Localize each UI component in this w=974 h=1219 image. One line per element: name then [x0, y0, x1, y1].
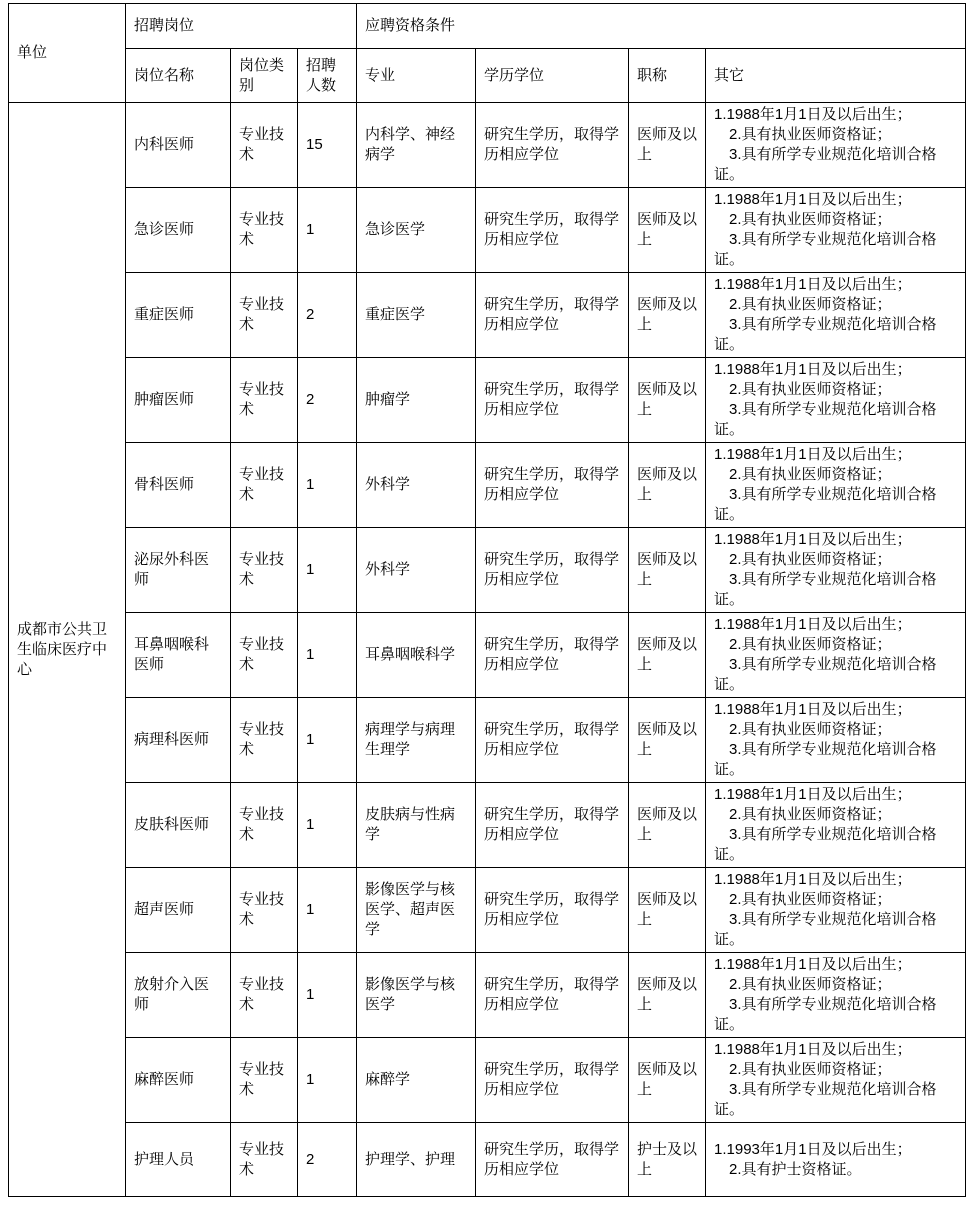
- table-row: [9, 103, 966, 188]
- table-row: [9, 528, 966, 613]
- cell-other: [706, 698, 966, 783]
- cell-major: 皮肤病与性病学: [357, 783, 476, 868]
- cell-title: 医师及以上: [629, 868, 706, 953]
- other-line: 1.1988年1月1日及以后出生；: [714, 786, 912, 803]
- header-education: 学历学位: [476, 49, 629, 103]
- cell-major: 外科学: [357, 443, 476, 528]
- cell-education: 研究生学历，取得学历相应学位: [476, 698, 629, 783]
- other-line: 1.1993年1月1日及以后出生；: [714, 1140, 912, 1158]
- table-row: [9, 443, 966, 528]
- cell-position-name: 骨科医师: [126, 443, 231, 528]
- header-recruit-count: 招聘人数: [298, 49, 357, 103]
- other-line: 1.1988年1月1日及以后出生；: [714, 531, 912, 548]
- cell-major: 内科学、神经病学: [357, 103, 476, 188]
- cell-recruit-count: 2: [298, 1123, 357, 1197]
- table-row: [9, 698, 966, 783]
- cell-education: 研究生学历，取得学历相应学位: [476, 358, 629, 443]
- other-line: 3.具有所学专业规范化培训合格证。: [714, 911, 937, 948]
- other-line: 3.具有所学专业规范化培训合格证。: [714, 146, 937, 183]
- header-title: 职称: [629, 49, 706, 103]
- cell-position-name: 耳鼻咽喉科医师: [126, 613, 231, 698]
- cell-other: [706, 783, 966, 868]
- cell-other: [706, 528, 966, 613]
- cell-position-category: 专业技术: [231, 188, 298, 273]
- cell-title: 医师及以上: [629, 103, 706, 188]
- other-line: 2.具有执业医师资格证；: [729, 381, 892, 398]
- cell-major: 耳鼻咽喉科学: [357, 613, 476, 698]
- cell-other: [706, 358, 966, 443]
- cell-title: 护士及以上: [629, 1123, 706, 1197]
- cell-position-category: 专业技术: [231, 103, 298, 188]
- other-line: 1.1988年1月1日及以后出生；: [714, 871, 912, 888]
- cell-recruit-count: 1: [298, 868, 357, 953]
- cell-title: 医师及以上: [629, 188, 706, 273]
- table-row: [9, 188, 966, 273]
- other-line: 2.具有执业医师资格证；: [729, 211, 892, 228]
- cell-other: [706, 188, 966, 273]
- table-row: [9, 1038, 966, 1123]
- cell-other: [706, 868, 966, 953]
- cell-title: 医师及以上: [629, 613, 706, 698]
- header-other: 其它: [706, 49, 966, 103]
- other-line: 2.具有护士资格证。: [729, 1160, 862, 1178]
- cell-education: 研究生学历，取得学历相应学位: [476, 443, 629, 528]
- header-recruit-group: 招聘岗位: [126, 4, 357, 49]
- other-line: 2.具有执业医师资格证；: [729, 551, 892, 568]
- other-line: 3.具有所学专业规范化培训合格证。: [714, 826, 937, 863]
- cell-education: 研究生学历，取得学历相应学位: [476, 613, 629, 698]
- cell-other: [706, 273, 966, 358]
- cell-education: 研究生学历，取得学历相应学位: [476, 103, 629, 188]
- other-line: 2.具有执业医师资格证；: [729, 891, 892, 908]
- cell-education: 研究生学历，取得学历相应学位: [476, 868, 629, 953]
- cell-title: 医师及以上: [629, 1038, 706, 1123]
- other-line: 1.1988年1月1日及以后出生；: [714, 616, 912, 633]
- cell-major: 护理学、护理: [357, 1123, 476, 1197]
- header-position-name: 岗位名称: [126, 49, 231, 103]
- cell-position-category: 专业技术: [231, 613, 298, 698]
- cell-position-category: 专业技术: [231, 698, 298, 783]
- cell-education: 研究生学历，取得学历相应学位: [476, 953, 629, 1038]
- cell-title: 医师及以上: [629, 273, 706, 358]
- cell-major: 影像医学与核医学、超声医学: [357, 868, 476, 953]
- cell-position-name: 泌尿外科医师: [126, 528, 231, 613]
- cell-position-category: 专业技术: [231, 1123, 298, 1197]
- other-line: 1.1988年1月1日及以后出生；: [714, 956, 912, 973]
- cell-position-name: 麻醉医师: [126, 1038, 231, 1123]
- table-row: [9, 1123, 966, 1197]
- cell-recruit-count: 2: [298, 273, 357, 358]
- header-major: 专业: [357, 49, 476, 103]
- cell-other: [706, 103, 966, 188]
- cell-other: [706, 953, 966, 1038]
- other-line: 3.具有所学专业规范化培训合格证。: [714, 571, 937, 608]
- header-qualification-group: 应聘资格条件: [357, 4, 966, 49]
- cell-major: 急诊医学: [357, 188, 476, 273]
- cell-position-category: 专业技术: [231, 273, 298, 358]
- header-row-groups: [9, 4, 966, 49]
- cell-major: 病理学与病理生理学: [357, 698, 476, 783]
- cell-position-name: 放射介入医师: [126, 953, 231, 1038]
- other-line: 2.具有执业医师资格证；: [729, 126, 892, 143]
- other-line: 3.具有所学专业规范化培训合格证。: [714, 996, 937, 1033]
- table-row: [9, 358, 966, 443]
- other-line: 2.具有执业医师资格证；: [729, 466, 892, 483]
- cell-education: 研究生学历，取得学历相应学位: [476, 783, 629, 868]
- other-line: 1.1988年1月1日及以后出生；: [714, 361, 912, 378]
- header-position-category: 岗位类别: [231, 49, 298, 103]
- cell-major: 影像医学与核医学: [357, 953, 476, 1038]
- cell-position-category: 专业技术: [231, 783, 298, 868]
- cell-title: 医师及以上: [629, 358, 706, 443]
- other-line: 3.具有所学专业规范化培训合格证。: [714, 656, 937, 693]
- cell-education: 研究生学历，取得学历相应学位: [476, 528, 629, 613]
- other-line: 1.1988年1月1日及以后出生；: [714, 191, 912, 208]
- cell-position-category: 专业技术: [231, 953, 298, 1038]
- cell-major: 重症医学: [357, 273, 476, 358]
- cell-recruit-count: 2: [298, 358, 357, 443]
- other-line: 2.具有执业医师资格证；: [729, 721, 892, 738]
- other-line: 3.具有所学专业规范化培训合格证。: [714, 486, 937, 523]
- cell-education: 研究生学历，取得学历相应学位: [476, 1038, 629, 1123]
- cell-major: 肿瘤学: [357, 358, 476, 443]
- cell-position-name: 急诊医师: [126, 188, 231, 273]
- other-line: 1.1988年1月1日及以后出生；: [714, 701, 912, 718]
- cell-recruit-count: 1: [298, 528, 357, 613]
- table-row: [9, 273, 966, 358]
- cell-education: 研究生学历，取得学历相应学位: [476, 188, 629, 273]
- cell-position-category: 专业技术: [231, 868, 298, 953]
- other-line: 2.具有执业医师资格证；: [729, 296, 892, 313]
- cell-recruit-count: 1: [298, 698, 357, 783]
- table-row: [9, 783, 966, 868]
- cell-position-name: 重症医师: [126, 273, 231, 358]
- header-unit: 单位: [9, 4, 126, 103]
- cell-education: 研究生学历，取得学历相应学位: [476, 273, 629, 358]
- other-line: 2.具有执业医师资格证；: [729, 1061, 892, 1078]
- cell-recruit-count: 1: [298, 953, 357, 1038]
- header-row-columns: [9, 49, 966, 103]
- cell-position-name: 超声医师: [126, 868, 231, 953]
- cell-other: [706, 1038, 966, 1123]
- table-row: [9, 953, 966, 1038]
- other-line: 1.1988年1月1日及以后出生；: [714, 106, 912, 123]
- cell-position-category: 专业技术: [231, 358, 298, 443]
- cell-recruit-count: 1: [298, 1038, 357, 1123]
- other-line: 2.具有执业医师资格证；: [729, 976, 892, 993]
- cell-recruit-count: 1: [298, 443, 357, 528]
- cell-recruit-count: 1: [298, 188, 357, 273]
- cell-other: [706, 443, 966, 528]
- cell-position-category: 专业技术: [231, 1038, 298, 1123]
- recruitment-table: [8, 3, 966, 1197]
- cell-title: 医师及以上: [629, 443, 706, 528]
- other-line: 3.具有所学专业规范化培训合格证。: [714, 401, 937, 438]
- other-line: 3.具有所学专业规范化培训合格证。: [714, 1081, 937, 1118]
- cell-position-name: 肿瘤医师: [126, 358, 231, 443]
- cell-position-category: 专业技术: [231, 528, 298, 613]
- cell-other: [706, 1123, 966, 1197]
- cell-position-name: 护理人员: [126, 1123, 231, 1197]
- cell-title: 医师及以上: [629, 698, 706, 783]
- cell-position-name: 内科医师: [126, 103, 231, 188]
- table-row: [9, 868, 966, 953]
- other-line: 3.具有所学专业规范化培训合格证。: [714, 316, 937, 353]
- cell-position-name: 皮肤科医师: [126, 783, 231, 868]
- cell-recruit-count: 15: [298, 103, 357, 188]
- other-line: 2.具有执业医师资格证；: [729, 636, 892, 653]
- other-line: 1.1988年1月1日及以后出生；: [714, 446, 912, 463]
- cell-position-name: 病理科医师: [126, 698, 231, 783]
- other-line: 3.具有所学专业规范化培训合格证。: [714, 741, 937, 778]
- cell-major: 麻醉学: [357, 1038, 476, 1123]
- cell-position-category: 专业技术: [231, 443, 298, 528]
- cell-recruit-count: 1: [298, 783, 357, 868]
- other-line: 1.1988年1月1日及以后出生；: [714, 276, 912, 293]
- cell-education: 研究生学历，取得学历相应学位: [476, 1123, 629, 1197]
- cell-other: [706, 613, 966, 698]
- cell-title: 医师及以上: [629, 528, 706, 613]
- table-row: [9, 613, 966, 698]
- other-line: 1.1988年1月1日及以后出生；: [714, 1041, 912, 1058]
- other-line: 2.具有执业医师资格证；: [729, 806, 892, 823]
- other-line: 3.具有所学专业规范化培训合格证。: [714, 231, 937, 268]
- unit-cell: 成都市公共卫生临床医疗中心: [9, 103, 126, 1197]
- cell-recruit-count: 1: [298, 613, 357, 698]
- cell-major: 外科学: [357, 528, 476, 613]
- cell-title: 医师及以上: [629, 783, 706, 868]
- cell-title: 医师及以上: [629, 953, 706, 1038]
